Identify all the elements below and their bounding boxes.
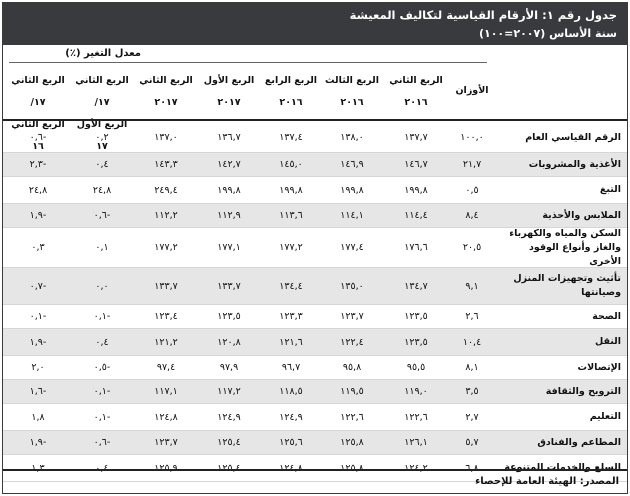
- value-cell: ١١٤,٤: [404, 210, 428, 221]
- value-cell: ١١٩,٠: [404, 386, 428, 397]
- column-header-line2: ٢٠١٦: [340, 97, 364, 108]
- weight-cell: ٩,١: [465, 280, 479, 292]
- weight-cell: ٢,٦: [465, 311, 479, 322]
- value-cell: ١١٢,٩: [217, 210, 241, 221]
- value-cell: ٠,٢: [95, 132, 109, 143]
- value-cell: -١,٩: [29, 336, 47, 348]
- value-cell: ٢٤,٨: [28, 184, 48, 196]
- value-cell: -٠,٧: [29, 280, 47, 292]
- change-rate-header: معدل التغير (٪): [65, 48, 141, 59]
- value-cell: ٠,٣: [31, 242, 45, 253]
- table-title: جدول رقم ١: الأرقام القياسية لتكاليف المعيشة: [349, 8, 617, 22]
- value-cell: ١١٨,٥: [279, 386, 303, 397]
- table-row: [3, 404, 627, 431]
- value-cell: ١٣٣,٧: [217, 280, 241, 292]
- row-label: التعليم: [589, 411, 621, 422]
- table-row: [3, 123, 627, 153]
- table-row: [3, 153, 627, 177]
- value-cell: ٩٦,٧: [281, 362, 301, 373]
- value-cell: ١٢٣,٧: [154, 437, 178, 448]
- value-cell: -١,٦: [29, 386, 47, 397]
- table-row: [3, 305, 627, 329]
- row-label: التبغ: [599, 184, 621, 195]
- column-header: [261, 70, 321, 114]
- source-note: المصدر: الهيئة العامة للإحصاء: [475, 476, 619, 487]
- column-header-line1: الربع الثاني: [139, 75, 193, 86]
- row-label: السلع والخدمات المتنوعة: [504, 462, 621, 473]
- table-row: [3, 329, 627, 356]
- weight-cell: ٨,٤: [465, 210, 479, 221]
- table-row: [3, 228, 627, 268]
- value-cell: ١٢٣,٥: [404, 336, 428, 348]
- value-cell: ٩٥,٨: [342, 362, 362, 373]
- column-header: [321, 70, 383, 114]
- column-header-line1: الربع الثاني: [389, 75, 443, 86]
- column-header-line1: الربع الثالث: [325, 75, 379, 86]
- weight-cell: ٢,٧: [465, 411, 479, 423]
- column-header-weights: الأوزان: [455, 85, 489, 96]
- column-header: [385, 70, 447, 114]
- value-cell: ١٧٧,٢: [279, 242, 303, 253]
- value-cell: ١٩٩,٨: [404, 184, 428, 196]
- value-cell: ١٣٧,٠: [154, 132, 178, 143]
- value-cell: ١٢٥,٨: [340, 437, 364, 448]
- column-header-line2: ٢٠١٧: [154, 97, 178, 108]
- value-cell: ١٢٤,٨: [279, 462, 303, 474]
- value-cell: ١٧٧,٢: [154, 242, 178, 253]
- value-cell: ٠,٤: [95, 462, 109, 474]
- column-header-line2: ٢٠١٧: [217, 97, 241, 108]
- table-row: [3, 177, 627, 204]
- row-label: الأغذية والمشروبات: [528, 158, 621, 170]
- value-cell: -٠,٥: [93, 362, 111, 373]
- weight-cell: ٦,٨: [465, 462, 479, 474]
- row-label: الرقم القياسي العام: [525, 131, 621, 143]
- column-header-line1: الربع الرابع: [264, 75, 318, 86]
- value-cell: ١٢٥,٩: [154, 462, 178, 474]
- row-label: السكن والمياه والكهرباء والغاز وأنواع الوقود الأخرى: [509, 227, 621, 267]
- table-row: [3, 268, 627, 305]
- column-header-line2: الربع الأول ١٧: [76, 119, 128, 152]
- table-row: [3, 204, 627, 228]
- header-divider: [3, 119, 627, 121]
- value-cell: ١١٧,١: [154, 386, 178, 397]
- value-cell: ٠,١: [95, 242, 109, 253]
- value-cell: ١٣٤,٤: [279, 280, 303, 292]
- value-cell: ١٧٦,٦: [404, 242, 428, 253]
- table-row: [3, 431, 627, 455]
- value-cell: ١٢٥,٨: [340, 462, 364, 474]
- value-cell: -٠,٦: [93, 210, 111, 221]
- value-cell: ١٢٤,٨: [154, 411, 178, 423]
- value-cell: ١٤٦,٧: [404, 159, 428, 170]
- value-cell: ١٣٥,٠: [340, 280, 364, 292]
- value-cell: ١٣٦,٧: [217, 132, 241, 143]
- column-header: [199, 70, 259, 114]
- table-footer: [3, 469, 627, 495]
- column-header-line1: الربع الثاني ١٧/: [75, 75, 129, 108]
- value-cell: ٢٤٩,٤: [154, 184, 178, 196]
- value-cell: ١١٤,١: [340, 210, 364, 221]
- weight-cell: ٠,٥: [465, 184, 479, 196]
- value-cell: ١٢٢,٤: [340, 336, 364, 348]
- value-cell: -٢,٣: [29, 159, 47, 170]
- value-cell: ١٢١,٦: [279, 336, 303, 348]
- table-title-bar: [3, 3, 627, 45]
- weight-cell: ٥,٧: [465, 437, 479, 448]
- value-cell: ١٤٢,٧: [217, 159, 241, 170]
- value-cell: ١٢٤,٩: [279, 411, 303, 423]
- value-cell: ١٢١,٢: [154, 336, 178, 348]
- value-cell: -٠,١: [93, 311, 111, 322]
- row-label: النقل: [594, 336, 621, 347]
- value-cell: ١١٩,٥: [340, 386, 364, 397]
- value-cell: ١٢٤,٢: [404, 462, 428, 474]
- value-cell: ٠,٤: [95, 159, 109, 170]
- weight-cell: ٣,٥: [465, 386, 479, 397]
- row-label: تأثيث وتجهيزات المنزل وصيانتها: [513, 273, 621, 298]
- column-header-line1: الربع الثاني ١٧/: [11, 75, 65, 108]
- value-cell: -٠,١: [93, 411, 111, 423]
- column-header-line2: ٢٠١٦: [279, 97, 303, 108]
- value-cell: ١,٨: [31, 411, 45, 423]
- column-header-line1: الربع الأول: [203, 75, 255, 86]
- weight-cell: ١٠,٤: [462, 336, 482, 348]
- value-cell: ١١٧,٢: [217, 386, 241, 397]
- value-cell: -١,٩: [29, 437, 47, 448]
- value-cell: ١١٣,٦: [279, 210, 303, 221]
- value-cell: -٠,١: [29, 311, 47, 322]
- value-cell: ١٢٣,٣: [279, 311, 303, 322]
- value-cell: ١٢٥,٤: [217, 437, 241, 448]
- row-label: الترويح والثقافة: [545, 385, 621, 397]
- value-cell: ٢٤,٨: [92, 184, 112, 196]
- value-cell: ١٣٣,٧: [154, 280, 178, 292]
- weight-cell: ٢٠,٥: [462, 242, 482, 253]
- value-cell: -٠,٦: [29, 132, 47, 143]
- value-cell: ١٤٣,٣: [154, 159, 178, 170]
- weight-cell: ٢١,٧: [462, 159, 482, 170]
- row-label: المطاعم والفنادق: [537, 436, 621, 448]
- value-cell: ١٢٦,١: [404, 437, 428, 448]
- value-cell: -٠,١: [93, 386, 111, 397]
- value-cell: ١٤٦,٩: [340, 159, 364, 170]
- value-cell: -٠,٦: [93, 437, 111, 448]
- value-cell: ٩٧,٤: [156, 362, 176, 373]
- value-cell: -١,٩: [29, 210, 47, 221]
- value-cell: ٩٧,٩: [219, 362, 239, 373]
- value-cell: ١٢٣,٧: [340, 311, 364, 322]
- value-cell: ١٢٣,٤: [154, 311, 178, 322]
- value-cell: ١٢٣,٥: [217, 311, 241, 322]
- row-label: الصحة: [592, 310, 621, 322]
- value-cell: ١٢٢,٦: [404, 411, 428, 423]
- table-row: [3, 356, 627, 380]
- value-cell: ١٣٤,٧: [404, 280, 428, 292]
- value-cell: ١٢٥,٦: [279, 437, 303, 448]
- value-cell: ١٢٥,٤: [217, 462, 241, 474]
- value-cell: ١٧٧,١: [217, 242, 241, 253]
- value-cell: ١٩٩,٨: [340, 184, 364, 196]
- weight-cell: ١٠٠,٠: [460, 132, 484, 143]
- value-cell: ٢,٠: [31, 362, 45, 373]
- value-cell: ١,٣: [31, 462, 45, 474]
- table-row: [3, 380, 627, 404]
- value-cell: ١٧٧,٤: [340, 242, 364, 253]
- value-cell: ٠,٠: [95, 280, 109, 292]
- value-cell: ١٢٤,٩: [217, 411, 241, 423]
- change-rate-divider: [9, 62, 487, 63]
- weight-cell: ٨,١: [465, 362, 479, 373]
- value-cell: ١١٢,٢: [154, 210, 178, 221]
- value-cell: ١٣٧,٧: [404, 132, 428, 143]
- column-header-line2: الربع الثاني ١٦: [11, 119, 65, 152]
- value-cell: ١٩٩,٨: [279, 184, 303, 196]
- value-cell: ١٢٠,٨: [217, 336, 241, 348]
- value-cell: ٩٥,٥: [406, 362, 426, 373]
- column-header-line2: ٢٠١٦: [404, 97, 428, 108]
- value-cell: ١٤٥,٠: [279, 159, 303, 170]
- value-cell: ١٢٣,٥: [404, 311, 428, 322]
- cost-of-living-table: [2, 2, 628, 494]
- value-cell: ١٩٩,٨: [217, 184, 241, 196]
- value-cell: ١٣٧,٤: [279, 132, 303, 143]
- table-subtitle: سنة الأساس (٢٠٠٧=١٠٠): [478, 27, 617, 40]
- row-label: الإتصالات: [577, 361, 621, 373]
- value-cell: ٠,٤: [95, 336, 109, 348]
- column-header: [135, 70, 197, 114]
- row-label: الملابس والأحذية: [542, 209, 621, 221]
- value-cell: ١٢٢,٦: [340, 411, 364, 423]
- value-cell: ١٣٨,٠: [340, 132, 364, 143]
